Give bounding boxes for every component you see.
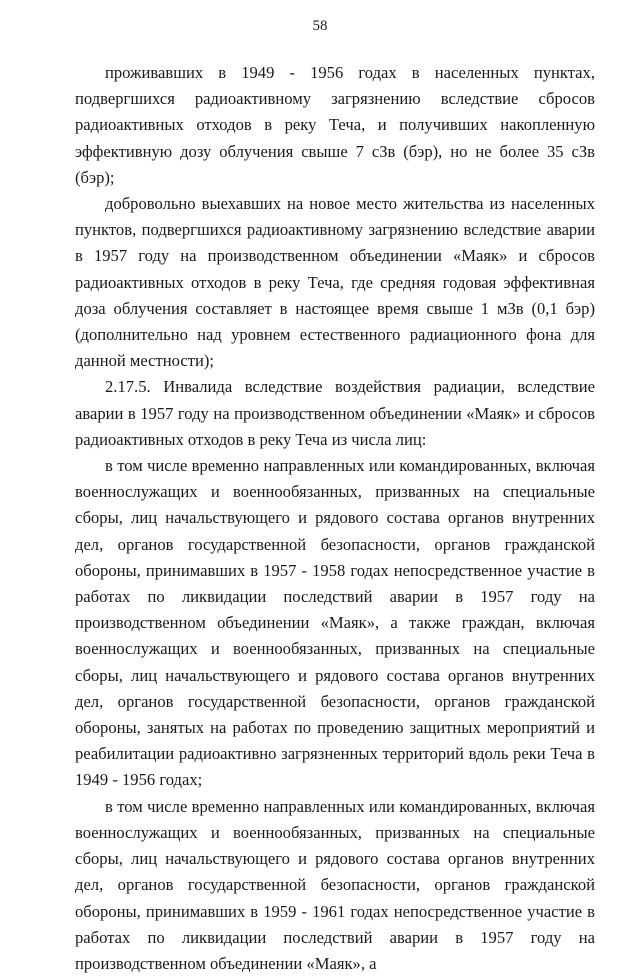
document-body	[75, 60, 595, 977]
paragraph-voluntary-relocation: добровольно выехавших на новое место жительства из населенных пунктов, подвергшихся радиоактивному загрязнению вследствие аварии в 1957 году на производственном объединении «Маяк» и сбросов радиоактивных отходов в реку Теча, где средняя годовая эффективная доза облучения составляет в настоящее время свыше 1 мЗв (0,1 бэр) (дополнительно над уровнем естественного радиационного фона для данной местности);	[75, 194, 595, 371]
paragraph-liquidators-1959-1961: в том числе временно направленных или командированных, включая военнослужащих и военнообязанных, призванных на специальные сборы, лиц начальствующего и рядового состава органов внутренних дел, органов государственной безопасности, органов гражданской обороны, принимавших в 1959 - 1961 годах непосредственное участие в работах по ликвидации последствий аварии в 1957 году на производственном объединении «Маяк», а	[75, 796, 595, 973]
page-number: 58	[312, 18, 328, 34]
paragraph-section-2-17-5: 2.17.5. Инвалида вследствие воздействия радиации, вследствие аварии в 1957 году на производственном объединении «Маяк» и сбросов радиоактивных отходов в реку Теча из числа лиц:	[75, 377, 595, 449]
paragraph-liquidators-1957-1958: в том числе временно направленных или командированных, включая военнослужащих и военнообязанных, призванных на специальные сборы, лиц начальствующего и рядового состава органов внутренних дел, органов государственной безопасности, органов гражданской обороны, принимавших в 1957 - 1958 годах непосредственное участие в работах по ликвидации последствий аварии в 1957 году на производственном объединении «Маяк», а также граждан, включая военнослужащих и военнообязанных, призванных на специальные сборы, лиц начальствующего и рядового состава органов внутренних дел, органов государственной безопасности, органов гражданской обороны, занятых на работах по проведению защитных мероприятий и реабилитации радиоактивно загрязненных территорий вдоль реки Теча в 1949 - 1956 годах;	[75, 456, 595, 790]
paragraph-residents-1949-1956: проживавших в 1949 - 1956 годах в населенных пунктах, подвергшихся радиоактивному загрязнению вследствие сбросов радиоактивных отходов в реку Теча, и получивших накопленную эффективную дозу облучения свыше 7 сЗв (бэр), но не более 35 сЗв (бэр);	[75, 63, 595, 187]
